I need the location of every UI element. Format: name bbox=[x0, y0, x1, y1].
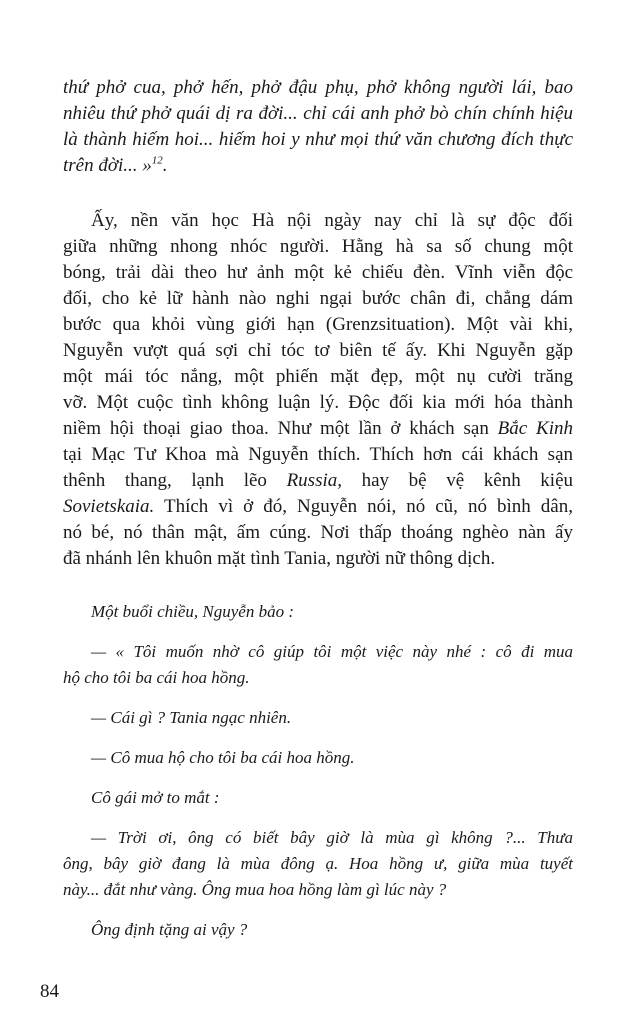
para-line-14: đã nhánh lên khuôn mặt tình Tania, người nữ thông dịch. bbox=[63, 548, 496, 569]
dialogue-2b: hộ cho tôi ba cái hoa hồng. bbox=[63, 668, 250, 687]
quote-line-4: trên đời... »$^{12}$. bbox=[63, 154, 168, 176]
para-line-9 bbox=[63, 417, 573, 441]
page-number: 84 bbox=[40, 981, 59, 1002]
para-line-10: tại Mạc Tư Khoa mà Nguyễn thích. Thích hơn cái khách sạn bbox=[63, 444, 573, 465]
footnote-ref: 12 bbox=[151, 154, 163, 167]
dialogue-6a: — Trời ơi, ông có biết bây giờ là mùa gì không ?... Thưa bbox=[91, 828, 573, 847]
dialogue-6b: ông, bây giờ đang là mùa đông ạ. Hoa hồng ư, giữa mùa tuyết bbox=[63, 854, 573, 873]
para-line-12-text: Thích vì ở đó, Nguyễn nói, nó cũ, nó bình dân, bbox=[163, 496, 573, 517]
quote-line-2: nhiêu thứ phở quái dị ra đời... chỉ cái anh phở bò chín chính hiệu bbox=[63, 103, 573, 124]
hotel-name-sovietskaia: Sovietskaia. bbox=[63, 496, 155, 517]
dialogue-1: Một buổi chiều, Nguyễn bảo : bbox=[91, 602, 295, 621]
para-line-4: đối, cho kẻ lữ hành nào nghi ngại bước chân đi, chẳng dám bbox=[63, 288, 573, 309]
dialogue-3: — Cái gì ? Tania ngạc nhiên. bbox=[91, 708, 292, 727]
dialogue-5: Cô gái mở to mắt : bbox=[91, 788, 220, 807]
para-line-6: Nguyễn vượt quá sợi chỉ tóc tơ biên tế ấy. Khi Nguyễn gặp bbox=[63, 340, 573, 361]
dialogue-6c: này... đắt như vàng. Ông mua hoa hồng làm gì lúc này ? bbox=[63, 880, 447, 899]
para-line-8: vỡ. Một cuộc tình không luận lý. Độc đối kia mới hóa thành bbox=[63, 392, 573, 413]
dialogue-4: — Cô mua hộ cho tôi ba cái hoa hồng. bbox=[91, 748, 355, 767]
dialogue-7: Ông định tặng ai vậy ? bbox=[91, 920, 248, 939]
para-line-11a: thênh thang, lạnh lẽo bbox=[63, 470, 267, 491]
para-line-11 bbox=[63, 469, 573, 493]
para-line-12 bbox=[63, 495, 573, 519]
para-line-13: nó bé, nó thân mật, ấm cúng. Nơi thấp thoáng nghèo nàn ấy bbox=[63, 522, 573, 543]
quote-line-4-text: trên đời... » bbox=[63, 155, 152, 176]
dialogue-2a: — « Tôi muốn nhờ cô giúp tôi một việc này nhé : cô đi mua bbox=[91, 642, 573, 661]
hotel-name-russia: Russia, bbox=[286, 470, 342, 491]
para-line-9-text: niềm hội thoại giao thoa. Như một lần ở khách sạn bbox=[63, 418, 489, 439]
para-line-2: giữa những nhong nhóc người. Hằng hà sa số chung một bbox=[63, 236, 573, 257]
para-line-11b: hay bệ vệ kênh kiệu bbox=[361, 470, 574, 491]
quote-line-3: là thành hiếm hoi... hiếm hoi y như mọi thứ văn chương đích thực bbox=[63, 129, 573, 150]
hotel-name-bac-kinh: Bắc Kinh bbox=[497, 418, 573, 439]
para-line-3: bóng, trải dài theo hư ảnh một kẻ chiếu đèn. Vĩnh viễn độc bbox=[63, 262, 573, 283]
para-line-5: bước qua khỏi vùng giới hạn (Grenzsituation). Một vài khi, bbox=[63, 314, 573, 335]
para-line-1: Ấy, nền văn học Hà nội ngày nay chỉ là sự độc đối bbox=[91, 210, 573, 231]
quote-line-1: thứ phở cua, phở hến, phở đậu phụ, phở không người lái, bao bbox=[63, 77, 573, 98]
para-line-7: một mái tóc nắng, một phiến mặt đẹp, một nụ cười trăng bbox=[63, 366, 573, 387]
